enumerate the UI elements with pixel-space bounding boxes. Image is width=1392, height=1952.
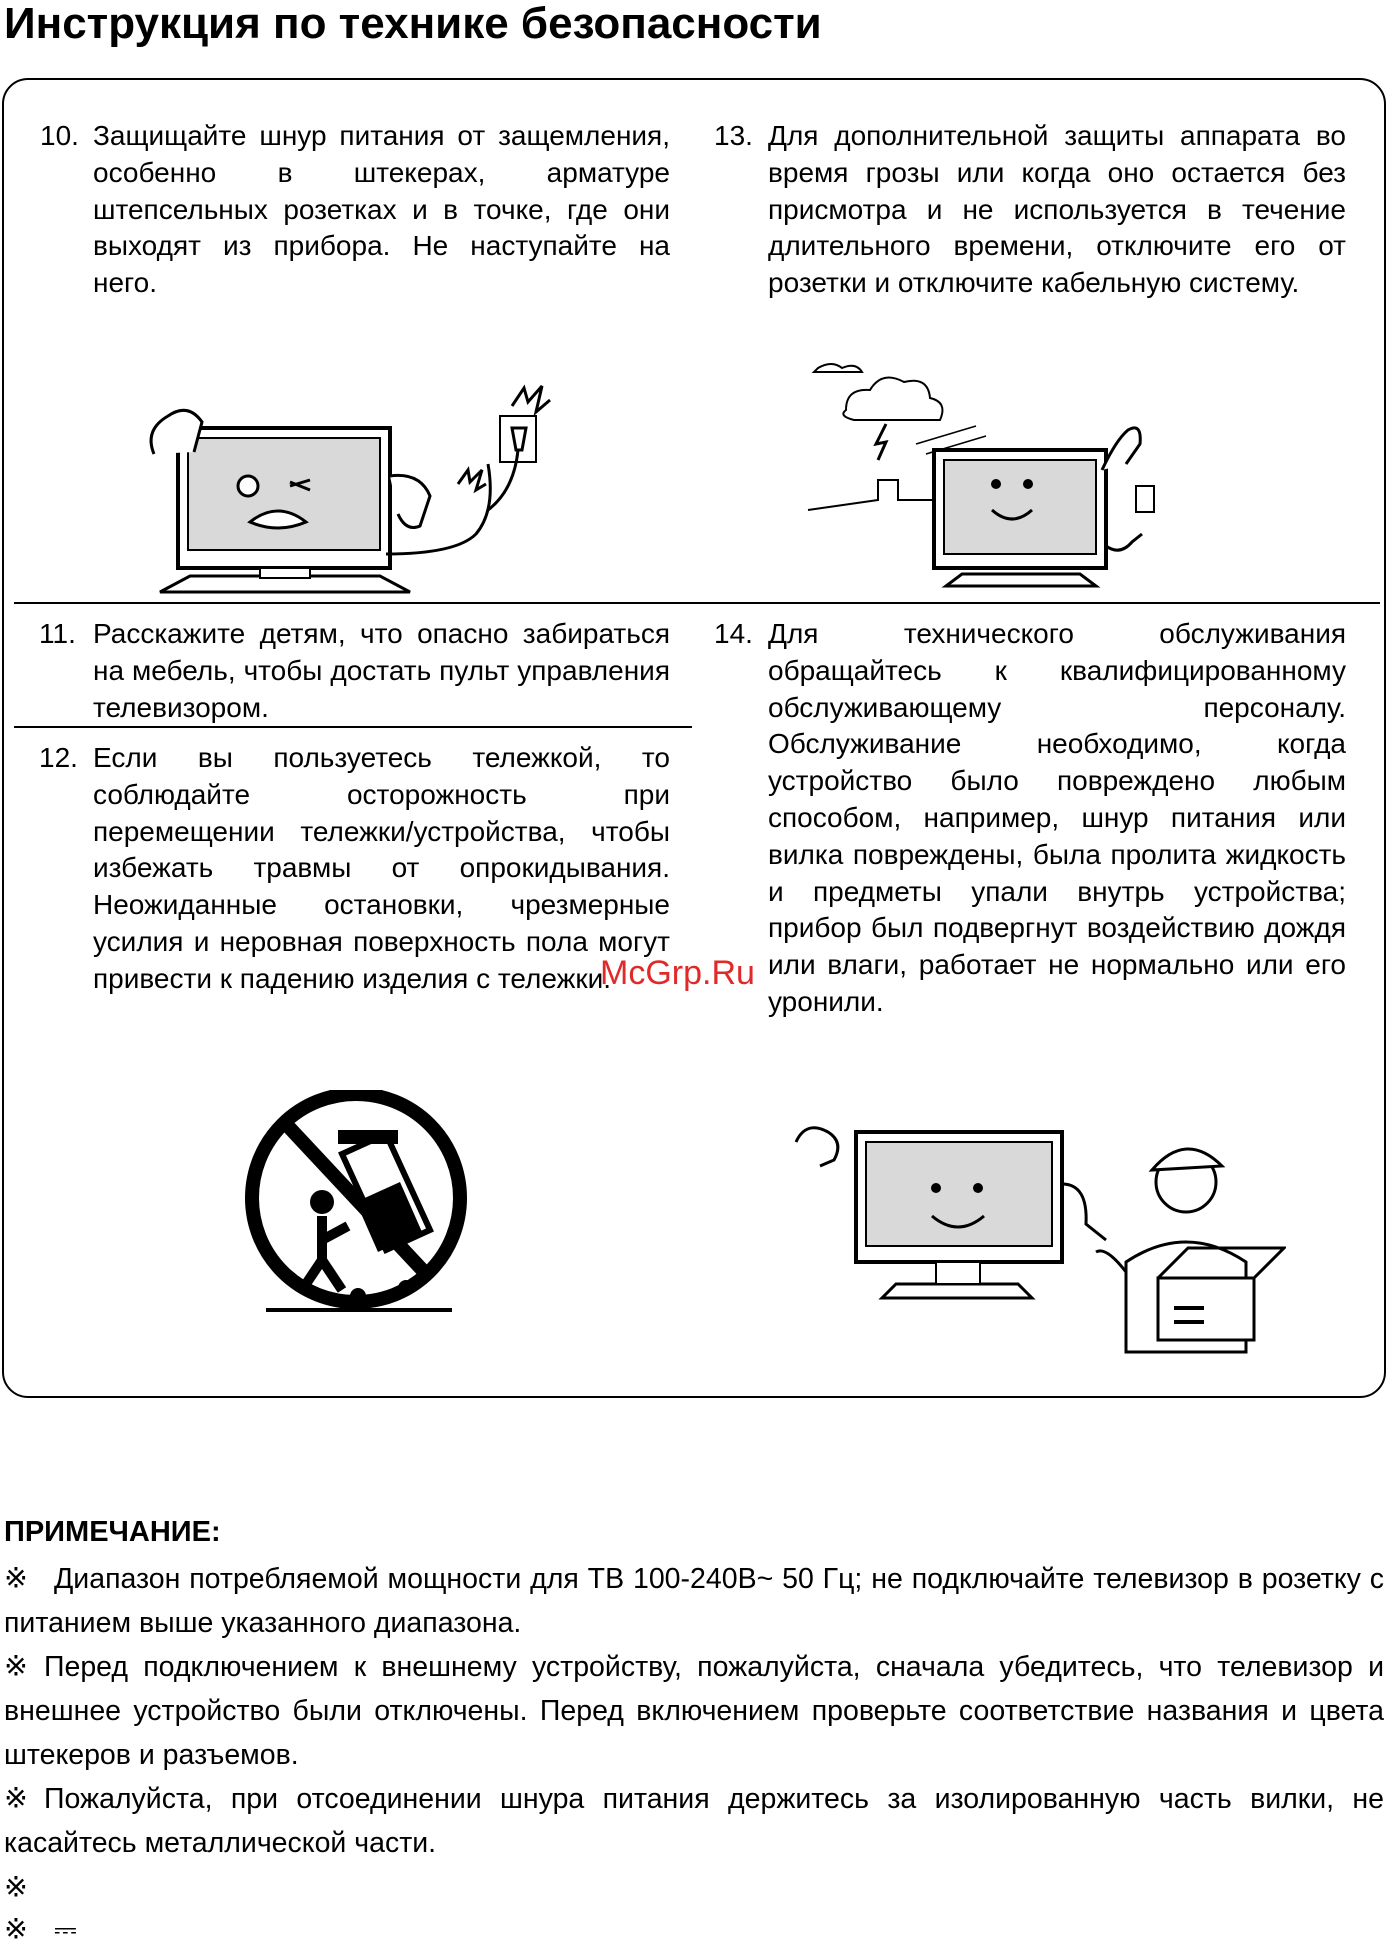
item-number: 14.: [714, 618, 753, 649]
item-text: Расскажите детям, что опасно забираться на мебель, чтобы достать пульт управления телевизором.: [93, 618, 670, 723]
instruction-item-13: [714, 118, 1346, 302]
instruction-item-14: [714, 616, 1346, 1021]
reference-mark-icon: ※: [4, 1563, 28, 1595]
instruction-item-12: [39, 740, 670, 998]
note-line-4: [4, 1866, 1384, 1910]
reference-mark-icon: ※: [4, 1872, 28, 1904]
reference-mark-icon: ※: [4, 1914, 28, 1946]
item-number: 10.: [40, 120, 79, 151]
note-line-2: [4, 1645, 1384, 1777]
instruction-item-10: [40, 118, 670, 302]
note-line-1: [4, 1557, 1384, 1645]
reference-mark-icon: ※: [4, 1651, 28, 1683]
item-text: Защищайте шнур питания от защемления, особенно в штекерах, арматуре штепсельных розетках и в точке, где они выходят из прибора. Не наступайте на него.: [93, 120, 670, 299]
divider-middle: [14, 602, 1380, 604]
item-text: Если вы пользуетесь тележкой, то соблюдайте осторожность при перемещении тележки/устройства, чтобы избежать травмы от опрокидывания. Неожиданные остановки, чрезмерные усилия и неровная поверхность пола могут привести к падению изделия с тележки.: [93, 742, 670, 994]
dc-symbol-icon: ⎓: [54, 1914, 77, 1946]
tv-cord-illustration: [140, 366, 560, 598]
instruction-item-11: [39, 616, 670, 726]
note-heading: ПРИМЕЧАНИЕ:: [4, 1516, 221, 1548]
watermark: McGrp.Ru: [600, 954, 755, 992]
item-number: 13.: [714, 120, 753, 151]
reference-mark-icon: ※: [4, 1783, 28, 1815]
item-text: Для технического обслуживания обращайтесь к квалифицированному обслуживающему персоналу. Обслуживание необходимо, когда устройство было повреждено любым способом, например, шнур питания или вилка повреждены, была пролита жидкость и предметы упали внутрь устройства; прибор был подвергнут воздействию дождя или влаги, работает не нормально или его уронили.: [768, 618, 1346, 1017]
item-number: 11.: [39, 618, 76, 649]
cart-warning-icon: [238, 1090, 474, 1318]
tv-storm-illustration: [806, 360, 1176, 596]
item-text: Для дополнительной защиты аппарата во время грозы или когда оно остается без присмотра и не используется в течение длительного времени, отключите его от розетки и отключите кабельную систему.: [768, 120, 1346, 299]
note-text: Диапазон потребляемой мощности для ТВ 100-240В~ 50 Гц; не подключайте телевизор в розетку с питанием выше указанного диапазона.: [4, 1563, 1384, 1639]
item-number: 12.: [39, 742, 78, 773]
note-line-5: [4, 1908, 1384, 1952]
note-line-3: [4, 1777, 1384, 1865]
tv-service-illustration: [786, 1112, 1286, 1362]
note-text: Пожалуйста, при отсоединении шнура питания держитесь за изолированную часть вилки, не касайтесь металлической части.: [4, 1783, 1384, 1859]
note-text: Перед подключением к внешнему устройству, пожалуйста, сначала убедитесь, что телевизор и внешнее устройство были отключены. Перед включением проверьте соответствие названия и цвета штекеров и разъемов.: [4, 1651, 1384, 1771]
page-title: Инструкция по технике безопасности: [4, 0, 822, 48]
